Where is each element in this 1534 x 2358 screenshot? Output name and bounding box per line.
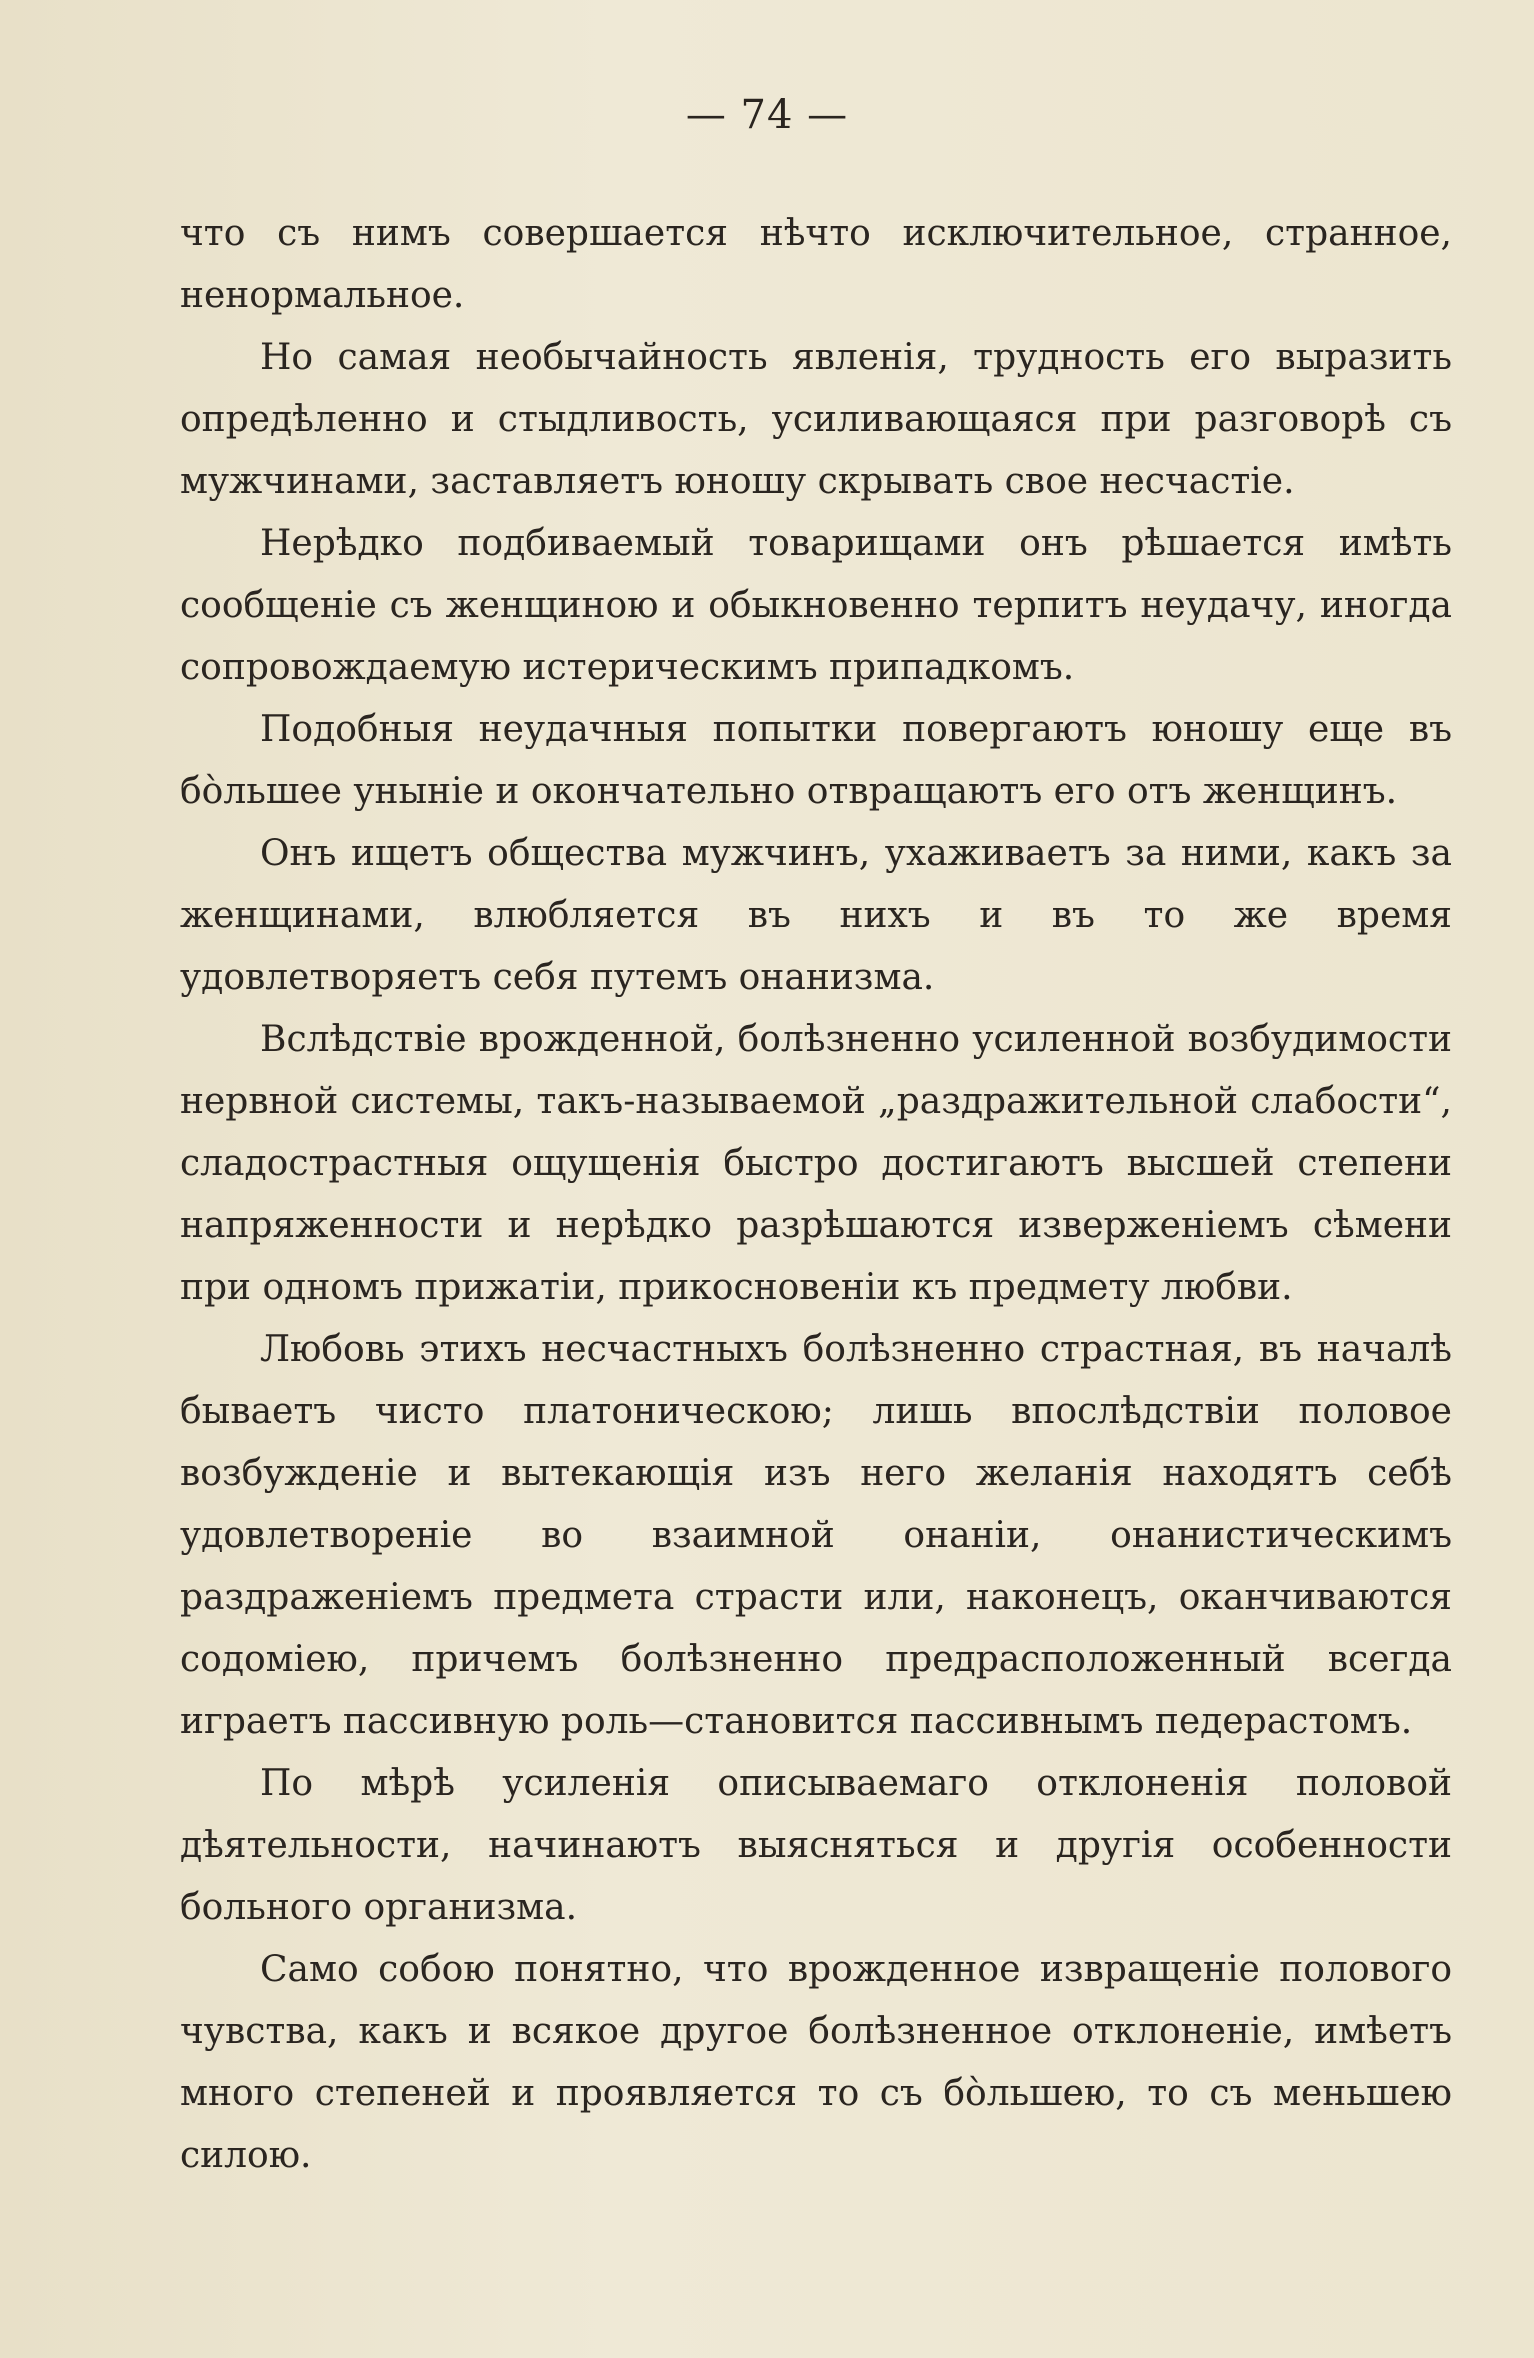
paragraph: что съ нимъ совершается нѣчто исключительное, странное, ненормальное. (180, 213, 1452, 316)
paragraph: Любовь этихъ несчастныхъ болѣзненно страстная, въ началѣ бываетъ чисто платоническою; лишь впослѣдствіи половое возбужденіе и вытекающія изъ него желанія находятъ себѣ удовлетвореніе во взаимной онаніи, онанистическимъ раздраженіемъ предмета страсти или, наконецъ, оканчиваются содоміею, причемъ болѣзненно предрасположенный всегда играетъ пассивную роль—становится пассивнымъ педерастомъ. (180, 1329, 1452, 1742)
paragraph: Онъ ищетъ общества мужчинъ, ухаживаетъ за ними, какъ за женщинами, влюбляется въ нихъ и въ то же время удовлетворяетъ себя путемъ онанизма. (180, 833, 1452, 998)
paragraph: Вслѣдствіе врожденной, болѣзненно усиленной возбудимости нервной системы, такъ-называемой „раздражительной слабости“, сладострастныя ощущенія быстро достигаютъ высшей степени напряженности и нерѣдко разрѣшаются изверженіемъ сѣмени при одномъ прижатіи, прикосновеніи къ предмету любви. (180, 1019, 1452, 1308)
paragraph: Но самая необычайность явленія, трудность его выразить опредѣленно и стыдливость, усиливающаяся при разговорѣ съ мужчинами, заставляетъ юношу скрывать свое несчастіе. (180, 337, 1452, 502)
page-number: — 74 — (685, 92, 849, 138)
paragraph: По мѣрѣ усиленія описываемаго отклоненія половой дѣятельности, начинаютъ выясняться и другія особенности больного организма. (180, 1763, 1452, 1928)
paragraph: Подобныя неудачныя попытки повергаютъ юношу еще въ бо̀льшее уныніе и окончательно отвращаютъ его отъ женщинъ. (180, 709, 1452, 812)
paragraph: Нерѣдко подбиваемый товарищами онъ рѣшается имѣть сообщеніе съ женщиною и обыкновенно терпитъ неудачу, иногда сопровождаемую истерическимъ припадкомъ. (180, 523, 1452, 688)
paragraph: Само собою понятно, что врожденное извращеніе полового чувства, какъ и всякое другое болѣзненное отклоненіе, имѣетъ много степеней и проявляется то съ бо̀льшею, то съ меньшею силою. (180, 1949, 1452, 2176)
body-text (180, 203, 1452, 2187)
